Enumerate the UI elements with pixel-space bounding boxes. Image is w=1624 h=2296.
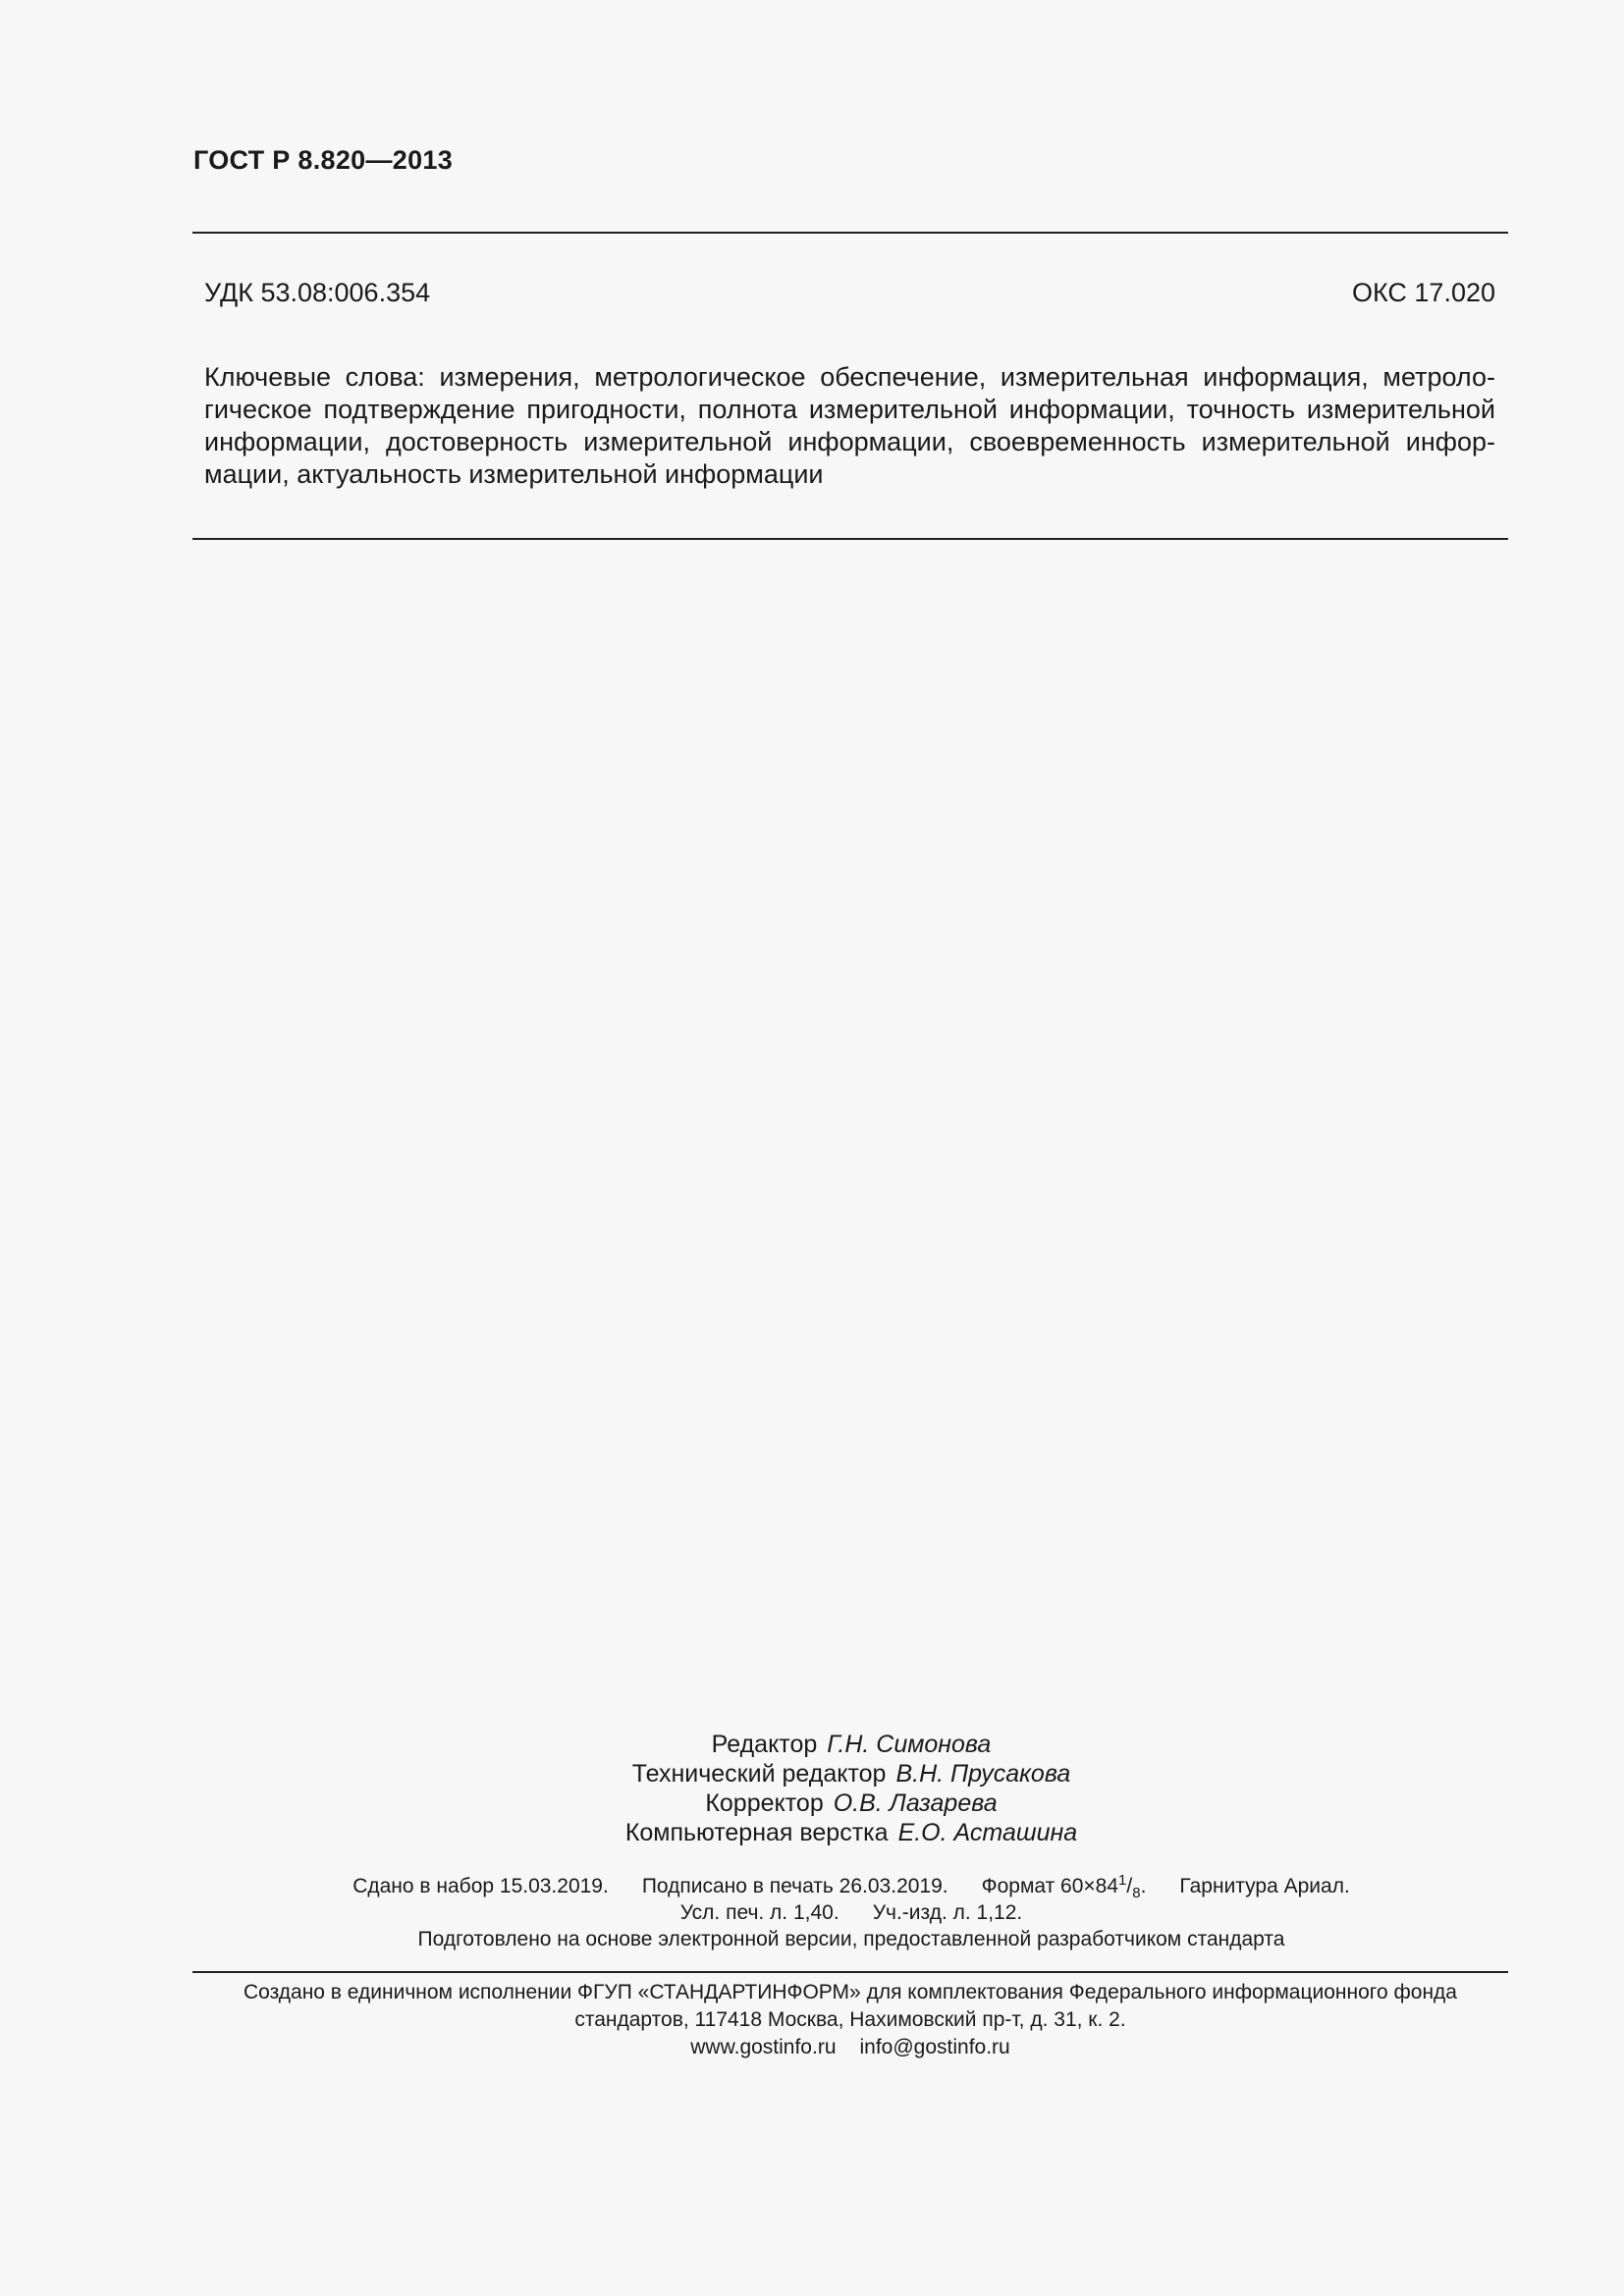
publisher-line-1: Создано в единичном исполнении ФГУП «СТАНДАРТИНФОРМ» для комплектования Федерального информационного фонда [243, 1981, 1457, 2003]
publisher-divider [192, 1971, 1508, 1973]
website-link[interactable]: www.gostinfo.ru [690, 2036, 837, 2058]
udk-code: УДК 53.08:006.354 [204, 278, 431, 307]
keywords-paragraph: Ключевые слова: измерения, метрологическое обеспечение, измерительная информация, метрологическое подтверждение пригодности, полнота измерительной информации, точность измерительной информации, достоверность измерительной информации, своевременность измерительной информации, актуальность измерительной информации [204, 362, 1495, 489]
signed-date: Подписано в печать 26.03.2019. [641, 1875, 948, 1897]
credit-editor [0, 1730, 1624, 1759]
top-divider [192, 232, 1508, 234]
print-sheets: Усл. печ. л. 1,40. [679, 1901, 839, 1924]
publication-sheets: Уч.-изд. л. 1,12. [872, 1901, 1023, 1924]
credit-role: Корректор [705, 1789, 824, 1817]
keywords-divider [192, 538, 1508, 540]
imprint-block [0, 1873, 1624, 1952]
publisher-block [192, 1979, 1508, 2061]
credit-name: Г.Н. Симонова [827, 1731, 992, 1758]
credit-name: В.Н. Прусакова [895, 1760, 1071, 1788]
credit-proofreader [0, 1789, 1624, 1818]
credits-block [0, 1730, 1624, 1847]
prepared-note: Подготовлено на основе электронной версии, предоставленной разработчиком стандарта [417, 1928, 1285, 1950]
standard-id: ГОСТ Р 8.820—2013 [193, 145, 454, 175]
imprint-line-2 [0, 1899, 1624, 1926]
credit-role: Редактор [711, 1731, 818, 1758]
credit-name: Е.О. Асташина [897, 1819, 1078, 1846]
classification-row [204, 278, 1495, 308]
credit-tech-editor [0, 1759, 1624, 1789]
oks-code: ОКС 17.020 [1351, 278, 1495, 307]
typeface: Гарнитура Ариал. [1179, 1875, 1350, 1897]
credit-layout [0, 1818, 1624, 1847]
credit-role: Компьютерная верстка [624, 1819, 889, 1846]
credit-role: Технический редактор [631, 1760, 887, 1788]
imprint-line-1 [0, 1873, 1624, 1899]
paper-format: Формат $60\times 84^1/_8$. [981, 1872, 1147, 1901]
credit-name: О.В. Лазарева [833, 1789, 998, 1817]
publisher-line-2: стандартов, 117418 Москва, Нахимовский пр-т, д. 31, к. 2. [574, 2008, 1126, 2031]
publisher-contacts [192, 2034, 1508, 2061]
email-link[interactable]: info@gostinfo.ru [859, 2036, 1010, 2058]
submitted-date: Сдано в набор 15.03.2019. [352, 1875, 609, 1897]
